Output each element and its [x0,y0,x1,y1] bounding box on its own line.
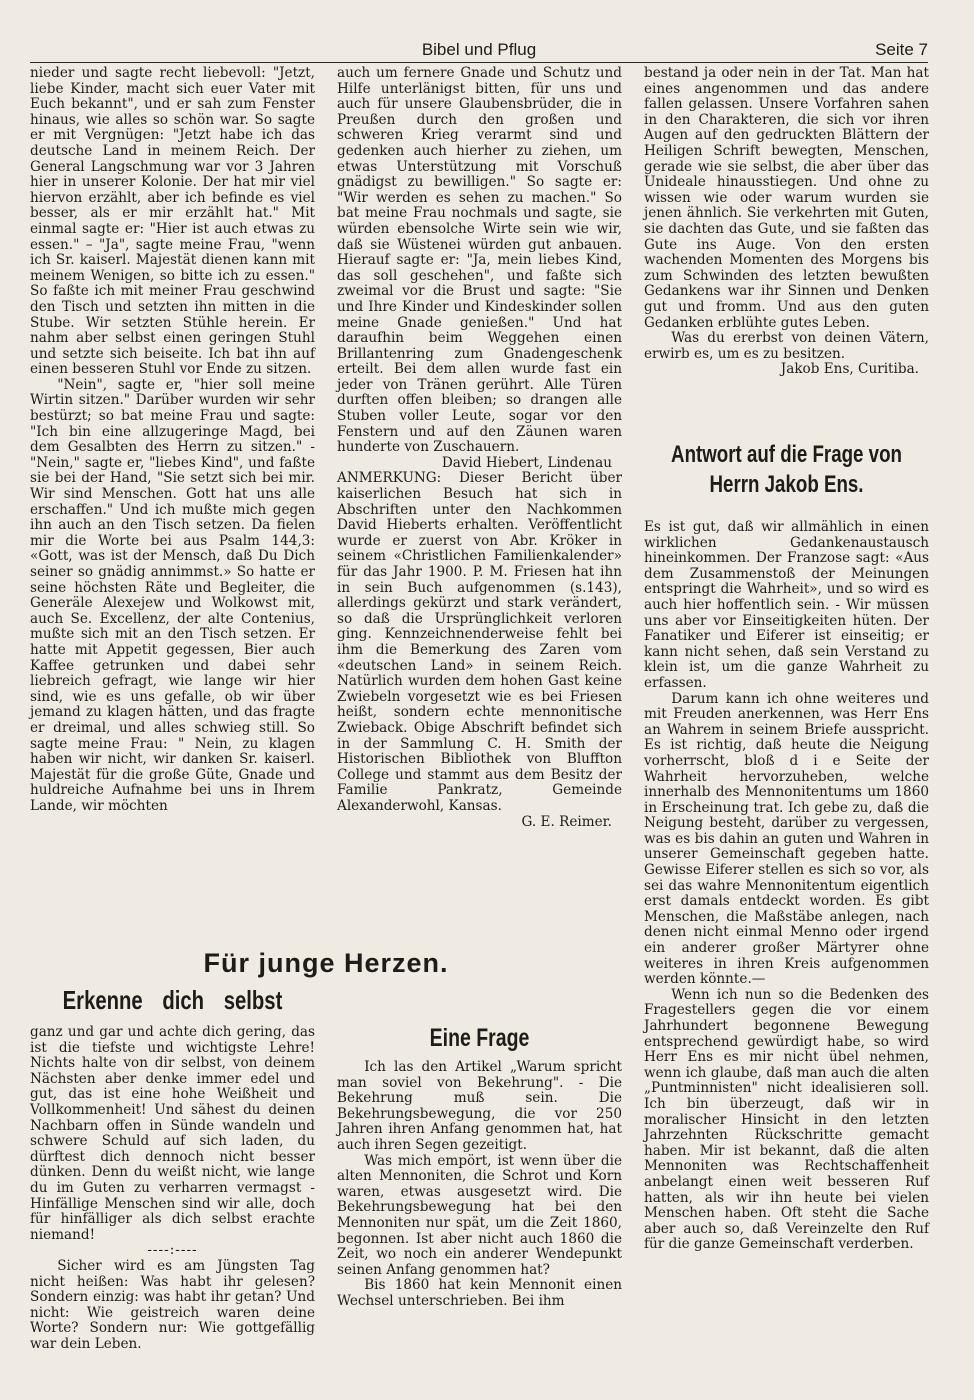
paragraph: bestand ja oder nein in der Tat. Man hat eines angenommen und das andere fallen gelassen. Unsere Vorfahren sahen in den Charakteren, die sich vor ihren Augen auf den gedruckten Blättern der Heiligen Schrift bewegten, Menschen, gerade wie sie selbst, die aber über das Unideale hinausstiegen. Und ohne zu wissen wie oder warum wurden sie jenen ähnlich. Sie verkehrten mit Guten, sie dachten das Gute, und sie faßten das Gute ins Auge. Von den ersten wachenden Momenten des Morgens bis zum Schwinden des letzten bewußten Gedankens war ihr Sinnen und Denken gut und fromm. Und aus den guten Gedanken erblühte gutes Leben. [644,65,929,331]
paragraph: Ich las den Artikel „Warum spricht man soviel von Bekehrung". - Die Bekehrung muß sein. Die Bekehrungsbewegung, die vor 250 Jahren ihren Anfang genommen hat, hat auch ihren Segen gezeitigt. [337,1059,622,1153]
column-1 [30,66,315,815]
paragraph: Bis 1860 hat kein Mennonit einen Wechsel unterschrieben. Bei ihm [337,1277,622,1309]
paragraph: Darum kann ich ohne weiteres und mit Freuden anerkennen, was Herr Ens an Wahrem in seinem Briefe ausspricht. Es ist richtig, daß heute die Neigung vorherrscht, bloß d i e Seite der Wahrheit hervorzuheben, welche innerhalb des Mennonitentums um 1860 in Erscheinung trat. Ich gebe zu, daß die Neigung besteht, darüber zu vergessen, was es bis dahin an guten und Wahren in unserer Gemeinschaft gegeben hatte. Gewisse Eiferer stellen es sich so vor, als sei das wahre Mennonitentum eigentlich erst damals entdeckt worden. Es gibt Menschen, die Maßstäbe anlegen, nach denen nicht einmal Menno oder irgend ein anderer großer Märtyrer ohne weiteres in ihren Kreis aufgenommen werden könnte.— [644,690,929,988]
page-number: Seite 7 [875,40,928,59]
article-headline-erkenne: Erkenne dich selbst [62,985,283,1015]
divider: ----:---- [147,1242,198,1259]
column-2-bottom [337,1060,622,1310]
signature: G. E. Reimer. [521,813,612,830]
section-title: Für junge Herzen. [203,948,449,978]
article-headline-frage: Eine Frage [429,1024,530,1052]
paragraph: auch um fernere Gnade und Schutz und Hilfe unterlänigst bitten, für uns und auch für unsere Glaubensbrüder, die in Preußen durch den großen und schweren Krieg verarmt sind und gedenken auch hierher zu ziehen, um etwas Unterstützung mit Vorschuß gnädigst zu bewilligen." So sagte er: "Wir werden es sehen zu machen." So bat meine Frau nochmals und sagte, sie würden ebensolche Wirte sein wie wir, daß sie Wüstenei würden gut anbauen. Hierauf sagte er: "Ja, mein liebes Kind, das soll geschehen", und faßte sich zweimal vor die Brust und sagte: "Sie und Ihre Kinder und Kindeskinder sollen meine Gnade genießen." Und hat daraufhin beim Weggehen einen Brillantenring zum Gnadengeschenk erteilt. Bei dem allen wurde fast ein jeder von Tränen gerührt. Alle Türen durften offen bleiben; so drangen alle Stuben voller Leute, sogar vor den Fenstern und auf den Zäunen waren hunderte von Zuschauern. [337,65,622,456]
column-1-bottom [30,1025,315,1352]
paragraph: nieder und sagte recht liebevoll: "Jetzt, liebe Kinder, macht sich euer Vater mit Euch bekannt", und er sah zum Fenster hinaus, wie alles so schön war. So sagte er mit Vergnügen: "Jetzt habe ich das deutsche Land in meinem Reich. Der General Langschmung war vor 3 Jahren hier in unserer Kolonie. Der hat mir viel hiervon erzählt, aber ich befinde es viel besser, als er mir erzählt hat." Mit einmal sagte er: "Hier ist auch etwas zu essen." – "Ja", sagte meine Frau, "wenn ich Sr. kaiserl. Majestät dienen kann mit meinem Wenigen, so bitte ich zu essen." So faßte ich mit meiner Frau geschwind den Tisch und setzten ihn mitten in die Stube. Wir setzten Stühle herein. Er nahm aber selbst einen geringen Stuhl und setzte sich beiseite. Ich bat ihn auf einen besseren Stuhl vor Ende zu sitzen. [30,65,315,378]
article-headline-antwort: Antwort auf die Frage von Herrn Jakob Ens. [671,441,902,498]
paragraph: ganz und gar und achte dich gering, das ist die tiefste und wichtigste Lehre! Nichts halte von dir selbst, von deinem Nächsten aber denke immer edel und gut, das ist eine hohe Weißheit und Vollkommenheit! Und sähest du deinen Nachbarn offen in Sünde wandeln und schwere Schuld auf sich laden, du dürftest dich dennoch nicht besser dünken. Denn du weißt nicht, wie lange du im Guten zu verharren vermagst - Hinfällige Menschen sind wir alle, doch für hinfälliger als dich selbst erachte niemand! [30,1024,315,1243]
signature: Jakob Ens, Curitiba. [780,361,919,378]
signature: David Hiebert, Lindenau [441,454,612,471]
column-3 [644,66,929,378]
paragraph: Sicher wird es am Jüngsten Tag nicht heißen: Was habt ihr gelesen? Sondern einzig: was habt ihr getan? Und nicht: Wie geistreich waren deine Worte? Sondern nur: Wie gottgefällig war dein Leben. [30,1257,315,1352]
paragraph: "Nein", sagte er, "hier soll meine Wirtin sitzen." Darüber wurden wir sehr bestürzt; so bat meine Frau und sagte: "Ich bin eine allzugeringe Magd, bei dem Gesalbten des Herrn zu sitzen." - "Nein," sagte er, "liebes Kind", und faßte sie bei der Hand, "Sie setzt sich bei mir. Wir sind Menschen. Gott hat uns alle erschaffen." Und ich mußte mich gegen ihn auch an den Tisch setzen. Da fielen mir die Worte bei aus Psalm 144,3: «Gott, was ist der Mensch, daß Du Dich seiner so gnädig annimmst.» So hatte er seine höchsten Räte und Begleiter, die Generäle Alexejew und Wolkowst mit, auch Se. Excellenz, der alte Contenius, mußte sich mit an den Tisch setzen. Er hatte mit Appetit gegessen, Bier auch Kaffee getrunken und dabei sehr liebreich gefragt, wie lange wir hier sind, wie es uns gefalle, ob wir über jemand zu klagen hätten, und das fragte er dreimal, und alles schwieg still. So sagte meine Frau: " Nein, zu klagen haben wir nicht, wir danken Sr. kaiserl. Majestät für die große Güte, Gnade und huldreiche Aufnahme bei uns in Ihrem Lande, wir möchten [30,376,315,814]
page-header [30,36,928,63]
annotation-note: ANMERKUNG: Dieser Bericht über kaiserlichen Besuch hat sich in Abschriften unter den Nachkommen David Hieberts erhalten. Veröffentlicht wurde er zuerst von Abr. Kröker in seinem «Christlichen Familienkalender» für das Jahr 1900. P. M. Friesen hat ihn in sein Buch aufgenommen (s.143), allerdings gekürzt und stark verändert, so daß die Ursprünglichkeit verloren ging. Kennzeichnenderweise fehlt bei ihm die Bemerkung des Zaren vom «deutschen Land» in seinem Reich. Natürlich wurden dem hohen Gast keine Zwiebeln vorgesetzt wie es bei Friesen heißt, sondern echte mennonitische Zwieback. Obige Abschrift befindet sich in der Sammlung C. H. Smith der Historischen Bibliothek von Bluffton College und stammt aus dem Besitz der Familie Pankratz, Gemeinde Alexanderwohl, Kansas. [337,470,622,814]
paragraph: Es ist gut, daß wir allmählich in einen wirklichen Gedankenaustausch hineinkommen. Der Franzose sagt: «Aus dem Zusammenstoß der Meinungen entspringt die Wahrheit», und so wird es auch hier hoffentlich sein. - Wir müssen uns aber vor Einseitigkeiten hüten. Der Fanatiker und Eiferer ist einseitig; er kann nicht sehen, daß sein Verstand zu klein ist, um die ganze Wahrheit zu erfassen. [644,519,929,691]
paragraph: Was mich empört, ist wenn über die alten Mennoniten, die Schrot und Korn waren, etwas ausgesetzt wird. Die Bekehrungsbewegung hat bei den Mennoniten nur spät, um die Zeit 1860, begonnen. Ist aber nicht auch 1860 die Zeit, wo noch ein anderer Wendepunkt seinen Anfang genommen hat? [337,1152,622,1278]
paragraph: Was du ererbst von deinen Vätern, erwirb es, um es zu besitzen. [644,330,929,362]
paragraph: Wenn ich nun so die Bedenken des Fragestellers gegen die vor einem Jahrhundert begonnene Bewegung entsprechend gewürdigt habe, so wird Herr Ens es mir nicht übel nehmen, wenn ich glaube, daß man auch die alten „Puntminnisten" nicht idealisieren soll. Ich bin überzeugt, daß wir in moralischer Hinsicht in den letzten Jahrzehnten Rückschritte gemacht haben. Mir ist bekannt, daß die alten Mennoniten was Rechtschaffenheit anbelangt einen weit besseren Ruf hatten, als wir ihn heute bei vielen Menschen haben. Oft steht die Sache aber auch so, daß Vereinzelte den Ruf für die ganze Gemeinschaft verderben. [644,986,929,1253]
column-2 [337,66,622,830]
publication-title: Bibel und Pflug [421,40,537,59]
column-3-article [644,520,929,1253]
